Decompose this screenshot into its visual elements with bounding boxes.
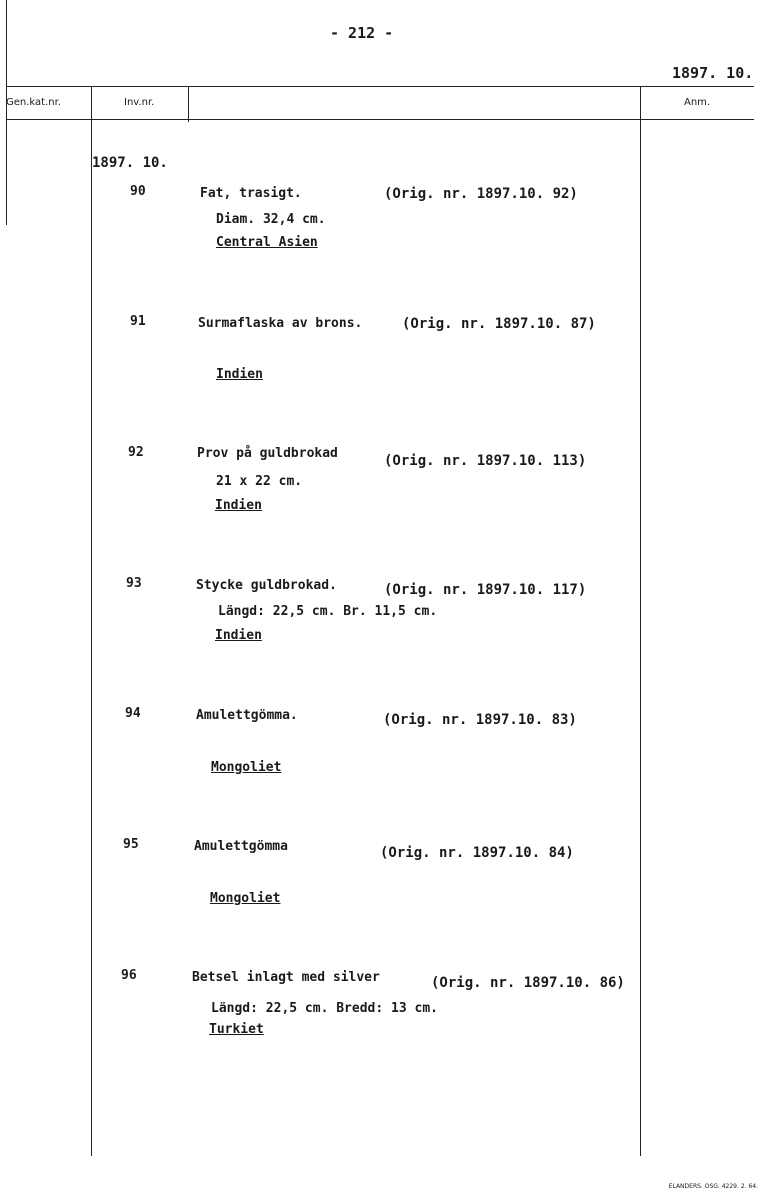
place-of-origin: Indien xyxy=(215,628,262,643)
header-accession-ref: 1897. 10. xyxy=(672,64,754,82)
column-divider-inv xyxy=(91,86,92,1156)
object-description: Stycke guldbrokad. xyxy=(196,578,337,593)
inv-number: 96 xyxy=(121,968,137,983)
orig-number: (Orig. nr. 1897.10. 87) xyxy=(402,316,596,332)
header-top-rule xyxy=(6,86,754,87)
measurements: Längd: 22,5 cm. Bredd: 13 cm. xyxy=(211,1001,438,1016)
inv-number: 94 xyxy=(125,706,141,721)
inv-number: 93 xyxy=(126,576,142,591)
measurements: Diam. 32,4 cm. xyxy=(216,212,326,227)
orig-number: (Orig. nr. 1897.10. 92) xyxy=(384,186,578,202)
object-description: Betsel inlagt med silver xyxy=(192,970,380,985)
inv-number: 95 xyxy=(123,837,139,852)
object-description: Amulettgömma xyxy=(194,839,288,854)
orig-number: (Orig. nr. 1897.10. 83) xyxy=(383,712,577,728)
measurements: 21 x 22 cm. xyxy=(216,474,303,489)
column-header-anm: Anm. xyxy=(684,97,711,108)
header-bottom-rule xyxy=(6,119,754,120)
group-label: 1897. 10. xyxy=(92,155,168,171)
measurements: Längd: 22,5 cm. Br. 11,5 cm. xyxy=(218,604,438,619)
left-margin-line xyxy=(6,0,7,225)
place-of-origin: Indien xyxy=(215,498,262,513)
column-header-inv: Inv.nr. xyxy=(124,97,155,108)
place-of-origin: Indien xyxy=(216,367,263,382)
inv-number: 91 xyxy=(130,314,146,329)
object-description: Amulettgömma. xyxy=(196,708,298,723)
place-of-origin: Mongoliet xyxy=(210,891,281,906)
orig-number: (Orig. nr. 1897.10. 113) xyxy=(384,453,587,469)
inv-number: 90 xyxy=(130,184,146,199)
orig-number: (Orig. nr. 1897.10. 84) xyxy=(380,845,574,861)
inv-number: 92 xyxy=(128,445,144,460)
column-divider-anm xyxy=(640,86,641,1156)
object-description: Fat, trasigt. xyxy=(200,186,302,201)
place-of-origin: Turkiet xyxy=(209,1022,264,1037)
orig-number: (Orig. nr. 1897.10. 86) xyxy=(431,975,625,991)
column-divider-desc xyxy=(188,86,189,122)
orig-number: (Orig. nr. 1897.10. 117) xyxy=(384,582,587,598)
page-number: - 212 - xyxy=(330,24,394,42)
place-of-origin: Mongoliet xyxy=(211,760,282,775)
object-description: Prov på guldbrokad xyxy=(197,446,338,461)
object-description: Surmaflaska av brons. xyxy=(198,316,363,331)
column-header-gen-kat: Gen.kat.nr. xyxy=(6,97,61,108)
place-of-origin: Central Asien xyxy=(216,235,318,250)
printer-imprint: ELANDERS. OSG. 4229. 2. 64. xyxy=(668,1183,758,1190)
